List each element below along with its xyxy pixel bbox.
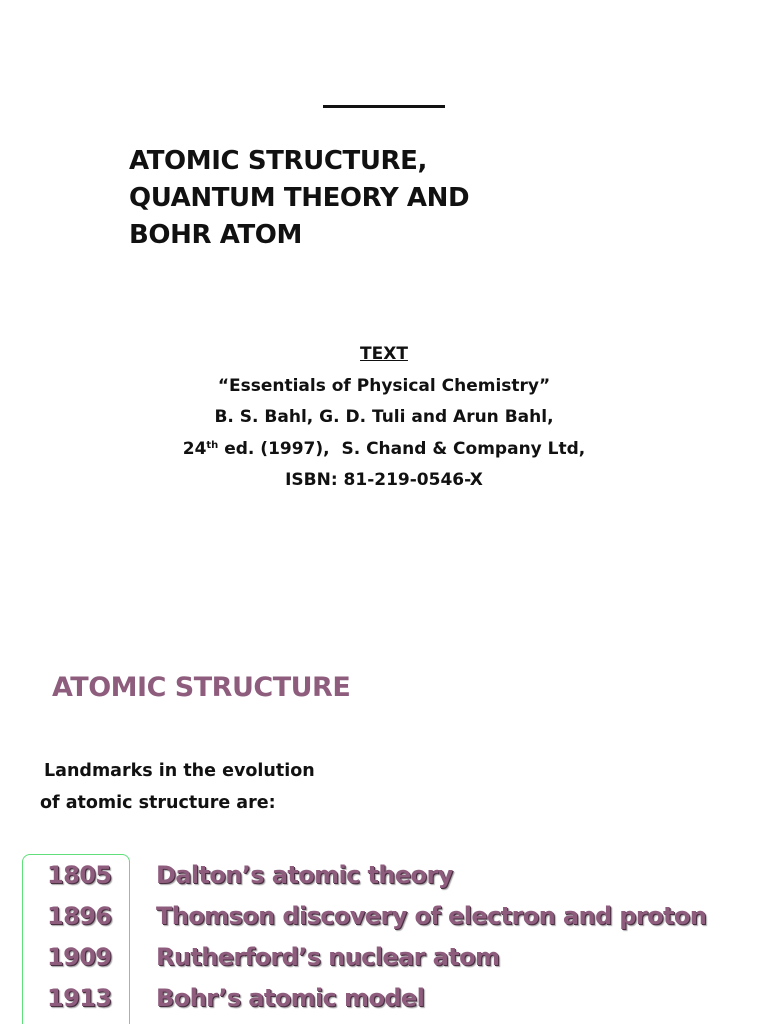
main-title-line: QUANTUM THEORY AND: [129, 183, 470, 213]
landmarks-list: [0, 855, 768, 1019]
edition-publisher: ed. (1997), S. Chand & Company Ltd,: [218, 438, 586, 459]
section-intro: [0, 755, 315, 819]
main-title: [129, 143, 469, 254]
reference-heading: TEXT: [360, 344, 408, 364]
top-rule-divider: [323, 105, 445, 108]
landmark-event: Dalton’s atomic theory: [156, 861, 453, 889]
landmark-event: Thomson discovery of electron and proton: [156, 902, 707, 930]
section-title: ATOMIC STRUCTURE: [52, 672, 351, 703]
landmark-item: [0, 896, 768, 937]
book-title: “Essentials of Physical Chemistry”: [217, 375, 551, 396]
landmark-event: Bohr’s atomic model: [156, 984, 425, 1012]
landmark-event: Rutherford’s nuclear atom: [156, 943, 500, 971]
landmark-item: [0, 855, 768, 896]
textbook-reference: [0, 339, 768, 497]
intro-line: of atomic structure are:: [40, 793, 276, 813]
edition-suffix: th: [206, 439, 219, 451]
edition-number: 24: [182, 438, 207, 459]
book-edition: [0, 434, 768, 466]
main-title-line: ATOMIC STRUCTURE,: [129, 146, 428, 176]
landmark-year: 1896: [47, 902, 112, 930]
book-isbn: ISBN: 81-219-0546-X: [285, 470, 483, 490]
landmark-year: 1913: [47, 984, 112, 1012]
landmark-year: 1805: [47, 861, 112, 889]
book-authors: B. S. Bahl, G. D. Tuli and Arun Bahl,: [214, 407, 554, 427]
landmark-item: [0, 937, 768, 978]
landmark-item: [0, 978, 768, 1019]
landmark-year: 1909: [47, 943, 112, 971]
main-title-line: BOHR ATOM: [129, 220, 302, 250]
intro-line: Landmarks in the evolution: [44, 761, 315, 781]
